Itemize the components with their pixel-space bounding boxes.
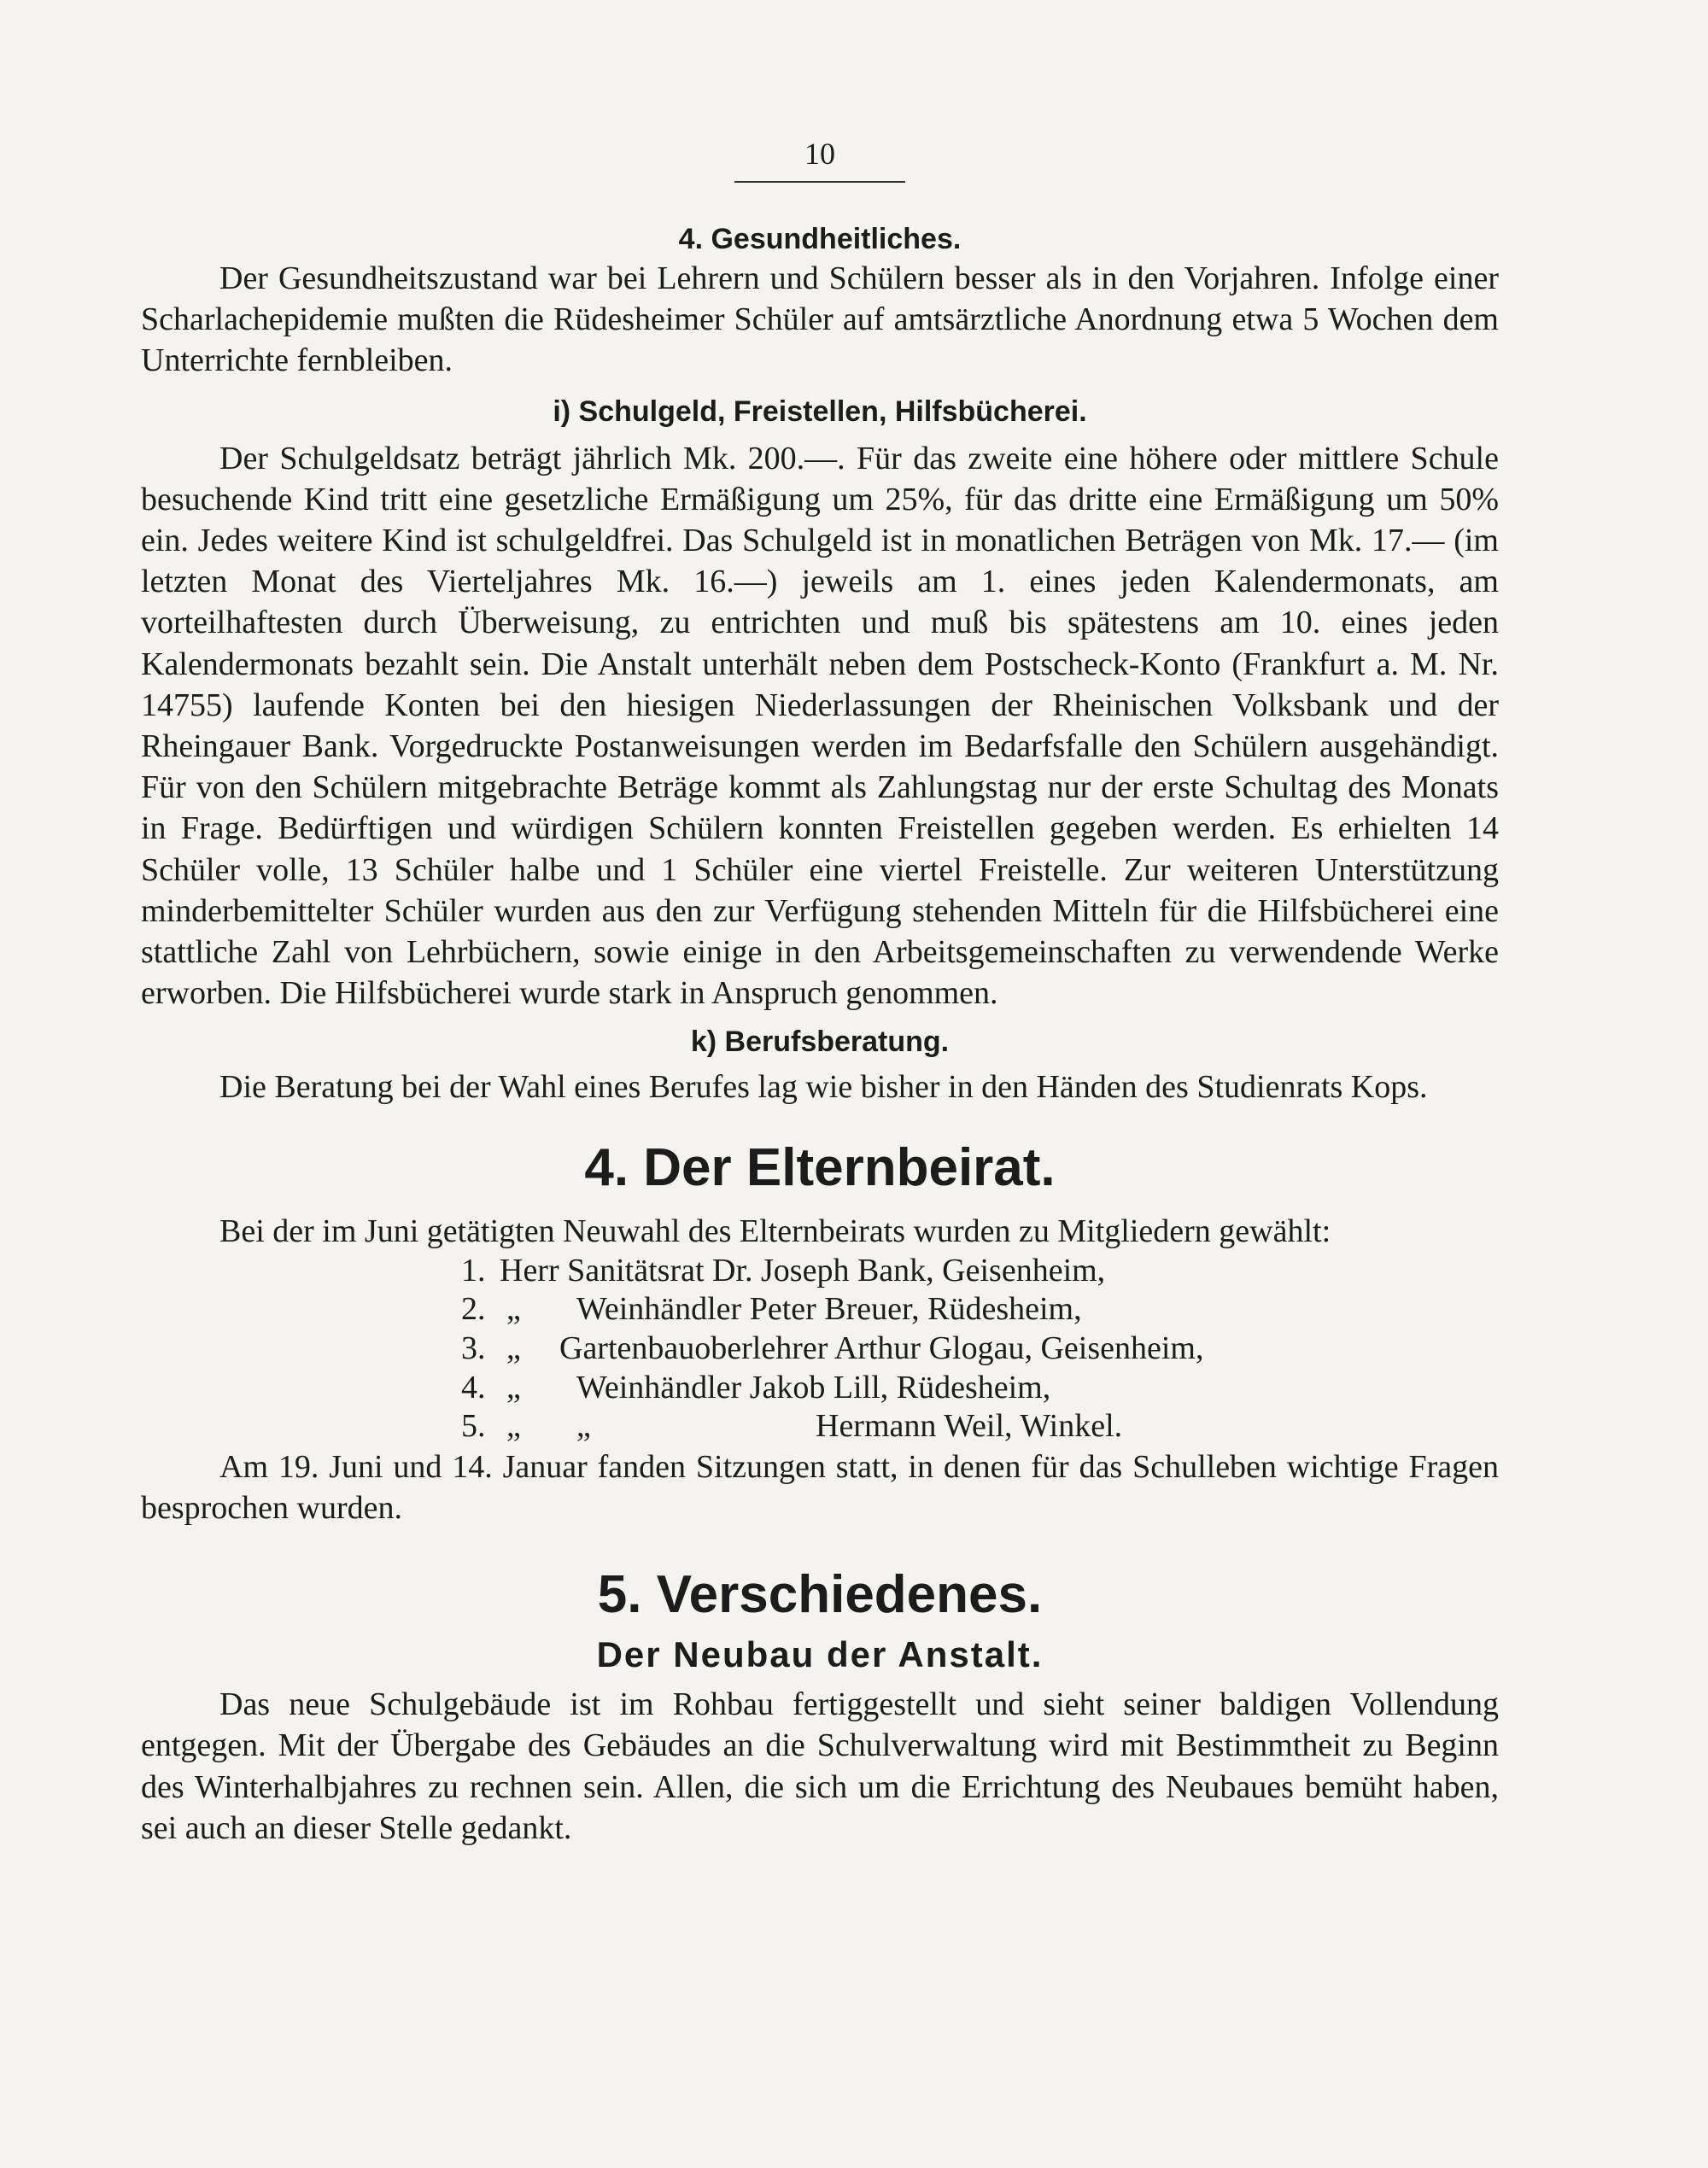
heading-gesundheitliches: 4. Gesundheitliches. [678, 223, 962, 255]
list-item: 2. „ Weinhändler Peter Breuer, Rüdesheim, [461, 1291, 1082, 1328]
paragraph-gesundheitliches: Der Gesundheitszustand war bei Lehrern und Schülern besser als in den Vorjahren. Infolge einer Scharlachepidemie mußten die Rüdesheimer Schüler auf amtsärztliche Anordnung etwa 5 Wochen dem Unterrichte fernbleiben. [141, 260, 1499, 379]
member-list [461, 1252, 1499, 1446]
list-item: 4. „ Weinhändler Jakob Lill, Rüdesheim, [461, 1369, 1051, 1405]
paragraph-schulgeld: Der Schulgeldsatz beträgt jährlich Mk. 200.—. Für das zweite eine höhere oder mittlere Schule besuchende Kind tritt eine gesetzliche Ermäßigung um 25%, für das dritte eine Ermäßigung um 50% ein. Jedes weitere Kind ist schulgeldfrei. Das Schulgeld ist in monatlichen Beträgen von Mk. 17.— (im letzten Monat des Vierteljahres Mk. 16.—) jeweils am 1. eines jeden Kalendermonats, am vorteilhaftesten durch Überweisung, zu entrichten und muß bis spätestens am 10. eines jeden Kalendermonats bezahlt sein. Die Anstalt unterhält neben dem Postscheck-Konto (Frankfurt a. M. Nr. 14755) laufende Konten bei den hiesigen Niederlassungen der Rheinischen Volksbank und der Rheingauer Bank. Vorgedruckte Postanweisungen werden im Bedarfsfalle den Schülern ausgehändigt. Für von den Schülern mitgebrachte Beträge kommt als Zahlungstag nur der erste Schultag des Monats in Frage. Bedürftigen und würdigen Schülern konnten Freistellen gegeben werden. Es erhielten 14 Schüler volle, 13 Schüler halbe und 1 Schüler eine viertel Freistelle. Zur weiteren Unterstützung minderbemittelter Schüler wurden aus den zur Verfügung stehenden Mitteln für die Hilfsbücherei eine stattliche Zahl von Lehrbüchern, sowie einige in den Arbeitsgemeinschaften zu verwendende Werke erworben. Die Hilfsbücherei wurde stark in Anspruch genommen. [141, 440, 1499, 1012]
heading-berufsberatung: k) Berufsberatung. [690, 1026, 950, 1059]
list-item: 5. „ „ Hermann Weil, Winkel. [461, 1408, 1123, 1445]
heading-schulgeld: i) Schulgeld, Freistellen, Hilfsbücherei. [553, 394, 1087, 428]
paragraph-berufsberatung: Die Beratung bei der Wahl eines Berufes lag wie bisher in den Händen des Studienrats Kops. [219, 1069, 1428, 1106]
paragraph-neubau: Das neue Schulgebäude ist im Rohbau fertiggestellt und sieht seiner baldigen Vollendung entgegen. Mit der Übergabe des Gebäudes an die Schulverwaltung wird mit Bestimmtheit zu Beginn des Winterhalbjahres zu rechnen sein. Allen, die sich um die Errichtung des Neubaues bemüht haben, sei auch an dieser Stelle gedankt. [141, 1686, 1499, 1846]
elternbeirat-outro: Am 19. Juni und 14. Januar fanden Sitzungen statt, in denen für das Schulleben wichtige Fragen besprochen wurden. [141, 1448, 1499, 1527]
heading-neubau: Der Neubau der Anstalt. [596, 1634, 1044, 1675]
list-item: 3. „ Gartenbauoberlehrer Arthur Glogau, Geisenheim, [461, 1330, 1204, 1367]
list-item: 1. Herr Sanitätsrat Dr. Joseph Bank, Geisenheim, [461, 1252, 1106, 1289]
page-number: 10 [734, 137, 905, 183]
page-content [141, 220, 1499, 1849]
heading-verschiedenes: 5. Verschiedenes. [597, 1565, 1043, 1625]
heading-elternbeirat: 4. Der Elternbeirat. [584, 1137, 1056, 1197]
elternbeirat-intro: Bei der im Juni getätigten Neuwahl des Elternbeirats wurden zu Mitgliedern gewählt: [219, 1213, 1331, 1249]
